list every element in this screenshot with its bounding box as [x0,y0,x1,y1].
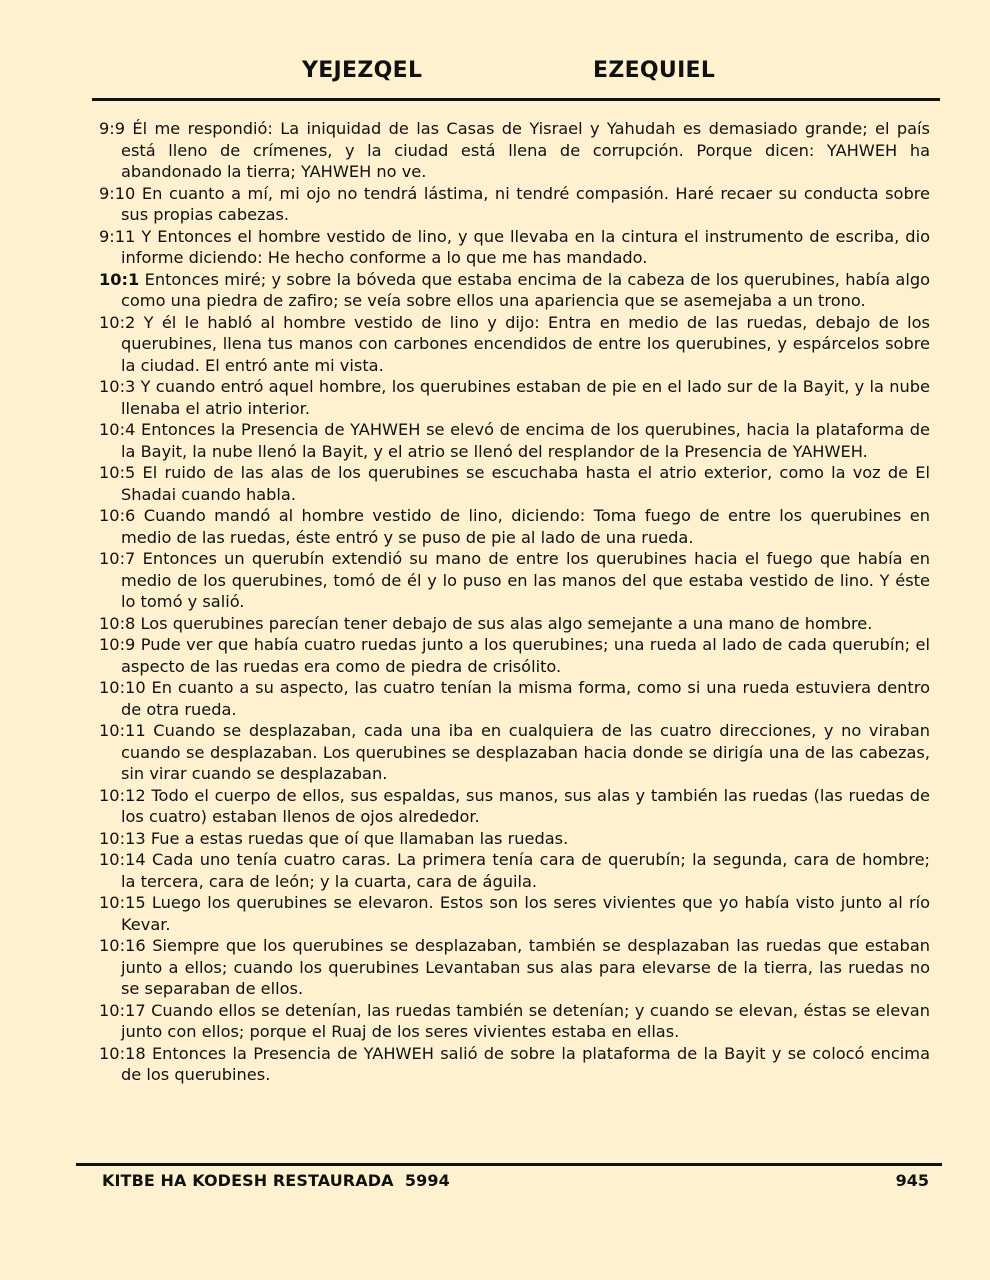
verse-10-2: 10:2 Y él le habló al hombre vestido de lino y dijo: Entra en medio de las ruedas, debajo de los querubines, llena tus manos con carbones encendidos de entre los querubines, y espárcelos sobre la ciudad. El entró ante mi vista. [99,312,930,375]
verse-10-17: 10:17 Cuando ellos se detenían, las ruedas también se detenían; y cuando se elevan, éstas se elevan junto con ellos; porque el Ruaj de los seres vivientes estaba en ellas. [99,1000,930,1041]
verse-10-6: 10:6 Cuando mandó al hombre vestido de lino, diciendo: Toma fuego de entre los querubines en medio de las ruedas, éste entró y se puso de pie al lado de una rueda. [99,506,930,547]
verse-10-11: 10:11 Cuando se desplazaban, cada una iba en cualquiera de las cuatro direcciones, y no viraban cuando se desplazaban. Los querubines se desplazaban hacia donde se dirigía una de las cabezas, sin virar cuando se desplazaban. [99,721,930,783]
footer-rule [76,1163,942,1166]
page-header [0,58,990,90]
header-rule [92,98,940,101]
verse-10-3: 10:3 Y cuando entró aquel hombre, los querubines estaban de pie en el lado sur de la Bayit, y la nube llenaba el atrio interior. [99,377,930,418]
verse-list [99,118,930,1086]
header-book-hebrew: YEJEZQEL [302,58,423,83]
header-book-spanish: EZEQUIEL [593,58,716,83]
verse-9-10: 9:10 En cuanto a mí, mi ojo no tendrá lástima, ni tendré compasión. Haré recaer su conducta sobre sus propias cabezas. [99,183,930,224]
verse-9-9: 9:9 Él me respondió: La iniquidad de las Casas de Yisrael y Yahudah es demasiado grande; el país está lleno de crímenes, y la ciudad está llena de corrupción. Porque dicen: YAHWEH ha abandonado la tierra; YAHWEH no ve. [99,119,930,181]
verse-10-18: 10:18 Entonces la Presencia de YAHWEH salió de sobre la plataforma de la Bayit y se colocó encima de los querubines. [99,1043,930,1084]
verse-10-10: 10:10 En cuanto a su aspecto, las cuatro tenían la misma forma, como si una rueda estuviera dentro de otra rueda. [99,678,930,719]
verse-10-16: 10:16 Siempre que los querubines se desplazaban, también se desplazaban las ruedas que estaban junto a ellos; cuando los querubines Levantaban sus alas para elevarse de la tierra, las ruedas no se separaban de ellos. [99,936,930,998]
verse-10-5: 10:5 El ruido de las alas de los querubines se escuchaba hasta el atrio exterior, como la voz de El Shadai cuando habla. [99,463,930,504]
verse-10-9: 10:9 Pude ver que había cuatro ruedas junto a los querubines; una rueda al lado de cada querubín; el aspecto de las ruedas era como de piedra de crisólito. [99,635,930,676]
verse-9-11: 9:11 Y Entonces el hombre vestido de lino, y que llevaba en la cintura el instrumento de escriba, dio informe diciendo: He hecho conforme a lo que me has mandado. [99,226,930,267]
verse-10-7: 10:7 Entonces un querubín extendió su mano de entre los querubines hacia el fuego que había en medio de los querubines, tomó de él y lo puso en las manos del que estaba vestido de lino. Y éste lo tomó y salió. [99,549,930,611]
verse-10-8: 10:8 Los querubines parecían tener debajo de sus alas algo semejante a una mano de hombre. [99,613,873,633]
verse-10-12: 10:12 Todo el cuerpo de ellos, sus espaldas, sus manos, sus alas y también las ruedas (las ruedas de los cuatro) estaban llenos de ojos alrededor. [99,785,930,826]
verse-10-14: 10:14 Cada uno tenía cuatro caras. La primera tenía cara de querubín; la segunda, cara de hombre; la tercera, cara de león; y la cuarta, cara de águila. [99,850,930,891]
verse-10-13: 10:13 Fue a estas ruedas que oí que llamaban las ruedas. [99,828,569,848]
footer-title: KITBE HA KODESH RESTAURADA 5994 [102,1171,450,1190]
verse-10-1: 10:1 Entonces miré; y sobre la bóveda que estaba encima de la cabeza de los querubines, había algo como una piedra de zafiro; se veía sobre ellos una apariencia que se asemejaba a un trono. [99,269,930,310]
verse-10-4: 10:4 Entonces la Presencia de YAHWEH se elevó de encima de los querubines, hacia la plataforma de la Bayit, la nube llenó la Bayit, y el atrio se llenó del resplandor de la Presencia de YAHWEH. [99,420,930,461]
verse-10-15: 10:15 Luego los querubines se elevaron. Estos son los seres vivientes que yo había visto junto al río Kevar. [99,893,930,934]
page-number: 945 [895,1171,929,1190]
